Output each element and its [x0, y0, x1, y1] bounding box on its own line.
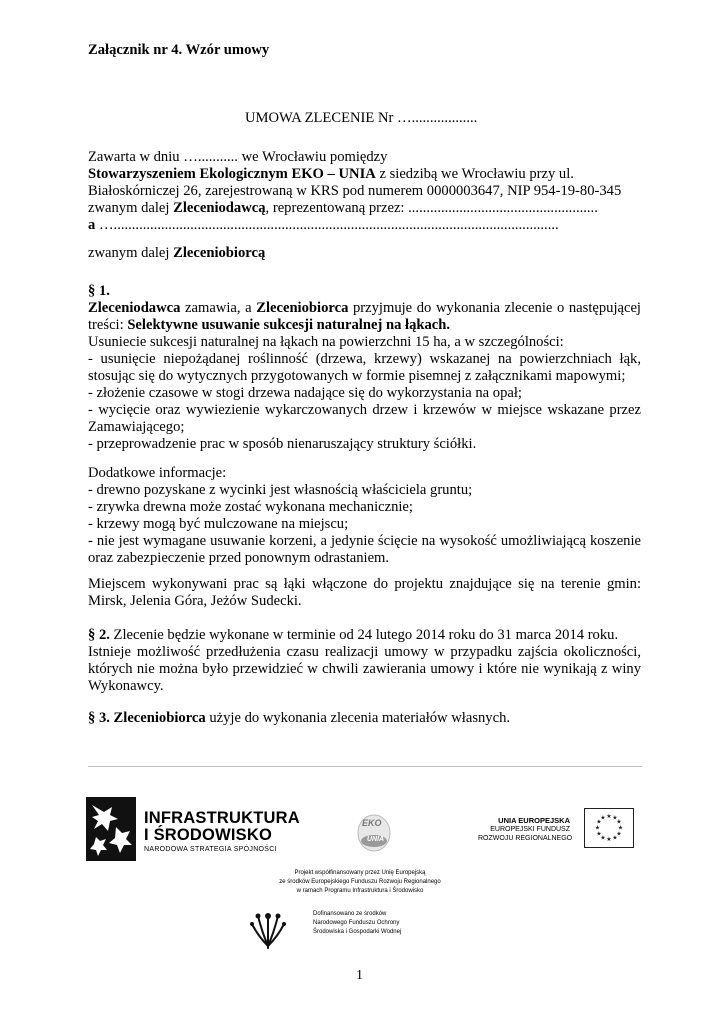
section-1-line-3: Usuniecie sukcesji naturalnej na łąkach na powierzchni 15 ha, a w szczególności: — [88, 334, 564, 350]
page-number: 1 — [356, 968, 363, 983]
additional-line-1: - drewno pozyskane z wycinki jest własnością właściciela gruntu; — [88, 482, 473, 498]
principal-label: Zleceniodawcą — [173, 200, 266, 216]
infrastruktura-logo-icon — [86, 797, 136, 861]
organization-name: Stowarzyszeniem Ekologicznym EKO – UNIA — [88, 166, 376, 182]
organization-address: z siedzibą we Wrocławiu przy ul. — [375, 166, 574, 182]
section-1-line-4: - usunięcie niepożądanej roślinność (drzewa, krzewy) wskazanej na powierzchniach łąk, — [88, 351, 641, 367]
section-1-line-1 — [88, 300, 641, 317]
address-line: Białoskórniczej 26, zarejestrowaną w KRS pod numerem 0000003647, NIP 954-19-80-345 — [88, 183, 622, 199]
eu-flag-icon — [584, 808, 634, 848]
section-1-principal: Zleceniodawca — [88, 300, 181, 316]
ids-subtitle: NARODOWA STRATEGIA SPÓJNOŚCI — [144, 846, 277, 853]
cofinancing-line-2: ze środków Europejskiego Funduszu Rozwoju Regionalnego — [279, 879, 441, 885]
svg-text:★: ★ — [600, 814, 606, 822]
eu-fund-1: EUROPEJSKI FUNDUSZ — [490, 826, 570, 833]
svg-text:★: ★ — [616, 818, 622, 826]
svg-text:★: ★ — [616, 830, 622, 838]
section-2-line-4: Wykonawcy. — [88, 678, 164, 694]
section-1-heading: § 1. — [88, 283, 110, 299]
section-2-line-3: których nie można było przewidzieć w chwili zawierania umowy i które nie wynikają z winy — [88, 661, 641, 677]
svg-text:★: ★ — [612, 834, 618, 842]
section-1-content-prefix: treści: — [88, 317, 128, 333]
contract-title: UMOWA ZLECENIE Nr ….................. — [245, 110, 478, 126]
svg-text:★: ★ — [617, 824, 624, 832]
cofinancing-line-1: Projekt współfinansowany przez Unię Europejską — [294, 870, 426, 876]
principal-representative: , reprezentowaną przez: .................................................... — [265, 200, 598, 216]
nf-line-1: Dofinansowano ze środków — [313, 911, 387, 917]
eu-title: UNIA EUROPEJSKA — [498, 816, 570, 825]
intro-line: Zawarta w dniu …........... we Wrocławiu pomiędzy — [88, 149, 388, 165]
contractor-label: Zleceniobiorcą — [173, 245, 266, 261]
svg-text:★: ★ — [606, 813, 612, 820]
principal-line — [88, 200, 598, 217]
eu-fund-2: ROZWOJU REGIONALNEGO — [478, 835, 573, 842]
section-2-line-2: Istnieje możliwość przedłużenia czasu realizacji umowy w przypadku zajścia okoliczności, — [88, 644, 641, 660]
additional-line-4: - nie jest wymagane usuwanie korzeni, a jedynie ścięcie na wysokość umożliwiającą koszenie — [88, 533, 641, 549]
nf-line-2: Narodowego Funduszu Ochrony — [313, 920, 400, 926]
section-2-line-1 — [88, 627, 618, 644]
section-2-term: Zlecenie będzie wykonane w terminie od 24 lutego 2014 roku do 31 marca 2014 roku. — [109, 627, 619, 643]
additional-line-3: - krzewy mogą być mulczowane na miejscu; — [88, 516, 349, 532]
a-label: a — [88, 217, 96, 233]
additional-line-5: oraz zabezpieczenie przed ponownym odrastaniem. — [88, 550, 390, 566]
svg-text:★: ★ — [606, 836, 612, 843]
section-3-line — [88, 710, 510, 727]
svg-text:★: ★ — [594, 824, 601, 832]
contractor-line — [88, 245, 265, 262]
section-2-heading: § 2. — [88, 627, 110, 643]
additional-line-2: - zrywka drewna może zostać wykonana mechanicznie; — [88, 499, 413, 515]
contractor-blank-line — [88, 217, 559, 234]
contractor-prefix: zwanym dalej — [88, 245, 174, 261]
svg-text:★: ★ — [596, 830, 602, 838]
nfosigw-logo-icon — [248, 908, 288, 950]
unia-text: UNIA — [367, 836, 385, 843]
section-1-text-1: zamawia, a — [180, 300, 257, 316]
cofinancing-line-3: w ramach Programu Infrastruktura i Środowisko — [296, 888, 424, 894]
additional-heading: Dodatkowe informacje: — [88, 465, 227, 481]
a-dots: ….......................................................................................................................... — [95, 217, 559, 233]
section-3-text: użyje do wykonania zlecenia materiałów własnych. — [205, 710, 511, 726]
section-1-task-title: Selektywne usuwanie sukcesji naturalnej na łąkach. — [127, 317, 451, 333]
section-1-line-7: - wycięcie oraz wywiezienie wykarczowanych drzew i krzewów w miejsce wskazane przez — [88, 402, 641, 418]
section-1-text-2: przyjmuje do wykonania zlecenie o następującej — [348, 300, 641, 316]
section-1-line-9: - przeprowadzenie prac w sposób nienaruszający struktury ściółki. — [88, 436, 477, 452]
section-3-heading: § 3. Zleceniobiorca — [88, 710, 206, 726]
svg-text:★: ★ — [596, 818, 602, 826]
svg-text:★: ★ — [612, 814, 618, 822]
annex-heading: Załącznik nr 4. Wzór umowy — [88, 42, 270, 58]
ids-title-2: I ŚRODOWISKO — [144, 826, 272, 844]
svg-text:★: ★ — [600, 834, 606, 842]
organization-line — [88, 166, 574, 183]
footer-divider — [88, 766, 642, 767]
section-1-line-8: Zamawiającego; — [88, 419, 185, 435]
eko-text: EKO — [362, 818, 382, 828]
principal-prefix: zwanym dalej — [88, 200, 174, 216]
section-1-line-2 — [88, 317, 450, 334]
section-1-line-6: - złożenie czasowe w stogi drzewa nadające się do wykorzystania na opał; — [88, 385, 522, 401]
section-1-line-5: stosując się do wytycznych przygotowanych w formie pisemnej z załącznikami mapowymi; — [88, 368, 626, 384]
location-line-1: Miejscem wykonywani prac są łąki włączone do projektu znajdujące się na terenie gmin: — [88, 576, 641, 592]
nf-line-3: Środowiska i Gospodarki Wodnej — [313, 929, 402, 935]
section-1-contractor: Zleceniobiorca — [256, 300, 349, 316]
location-line-2: Mirsk, Jelenia Góra, Jeżów Sudecki. — [88, 593, 302, 609]
ids-title-1: INFRASTRUKTURA — [144, 809, 300, 827]
